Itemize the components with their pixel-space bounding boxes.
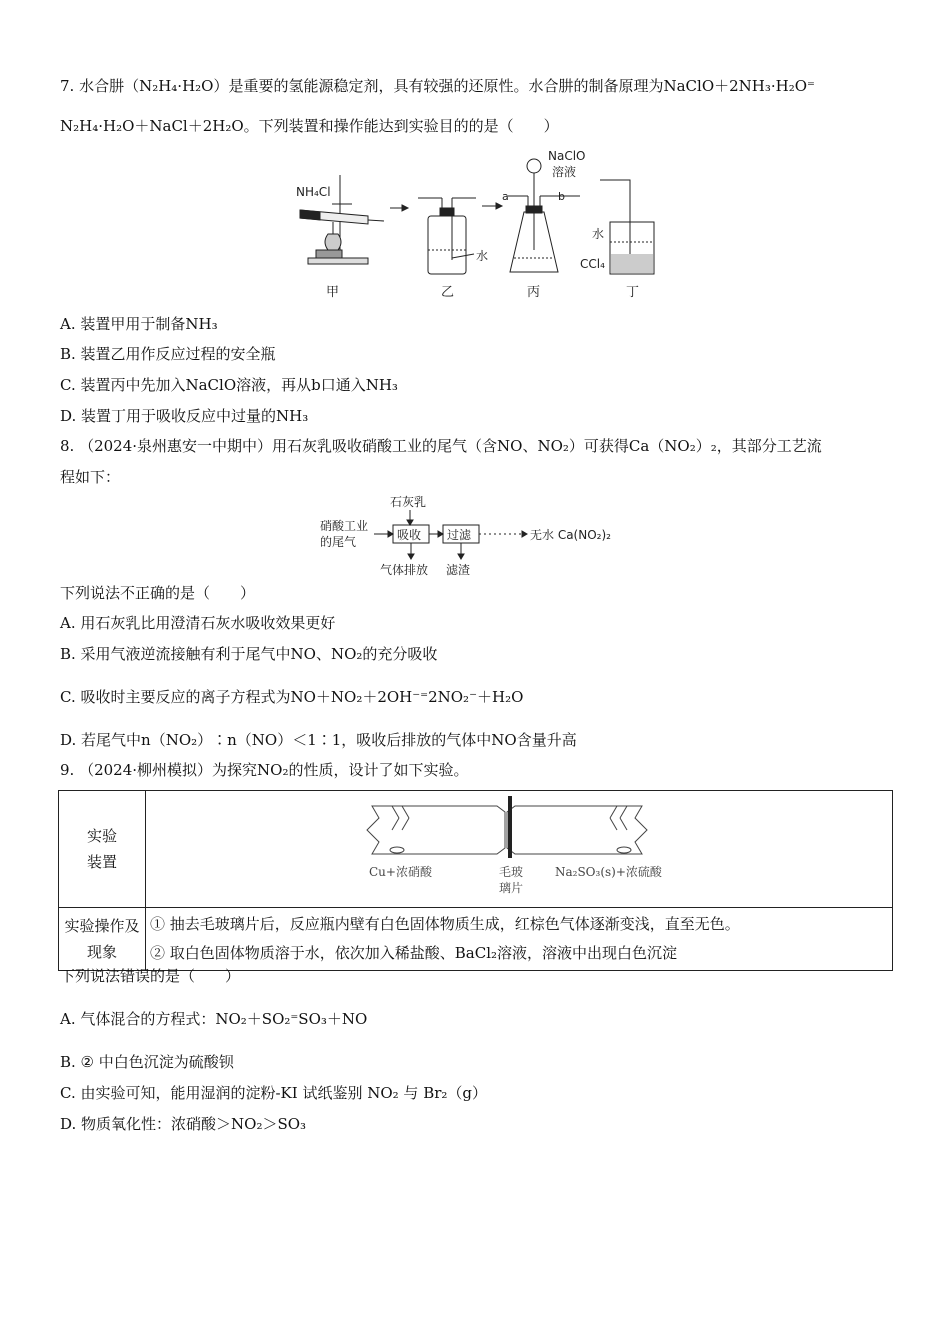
flow-absorb: 吸收 [397,528,422,542]
row-label-operations: 实验操作及 现象 [59,908,146,971]
flow-gas-out: 气体排放 [380,563,429,577]
caption-glass-2: 璃片 [499,881,524,895]
q7-option-c: C. 装置丙中先加入NaClO溶液，再从b口通入NH₃ [60,376,398,394]
apparatus-jia [296,175,384,264]
label-b: b [558,190,565,203]
label-water-yi: 水 [476,249,489,263]
flow-product: 无水 Ca(NO₂)₂ [530,528,611,542]
label-naclo: NaClO [548,150,586,163]
q7-option-a: A. 装置甲用于制备NH₃ [60,315,218,333]
q8-option-d: D. 若尾气中n（NO₂）∶n（NO）＜1∶1，吸收后排放的气体中NO含量升高 [60,731,577,749]
operation-2: ② 取白色固体物质溶于水，依次加入稀盐酸、BaCl₂溶液，溶液中出现白色沉淀 [150,944,678,962]
caption-bing: 丙 [527,285,541,300]
q8-option-c: C. 吸收时主要反应的离子方程式为NO＋NO₂＋2OH⁻⁼2NO₂⁻＋H₂O [60,688,524,706]
q7-stem-line1: 7. 水合肼（N₂H₄·H₂O）是重要的氢能源稳定剂，具有较强的还原性。水合肼的制备原理为NaClO＋2NH₃·H₂O⁼ [60,77,815,95]
label-nh4cl: NH₄Cl [296,185,331,199]
operations-cell [146,908,893,971]
apparatus-ding [580,180,654,274]
q9-question: 下列说法错误的是（ ） [60,967,241,985]
apparatus-bing [508,150,586,272]
label-ccl4: CCl₄ [580,257,605,271]
apparatus-cell [146,791,893,908]
operation-1: ① 抽去毛玻璃片后，反应瓶内壁有白色固体物质生成，红棕色气体逐渐变浅，直至无色。 [150,915,740,933]
label-a: a [502,190,509,203]
q8-option-b: B. 采用气液逆流接触有利于尾气中NO、NO₂的充分吸收 [60,645,438,663]
row-label-apparatus: 实验 装置 [59,791,146,908]
q9-option-a: A. 气体混合的方程式：NO₂＋SO₂⁼SO₃＋NO [60,1010,368,1028]
q9-experiment-table [58,790,893,971]
q8-stem-line2: 程如下： [60,468,121,486]
q8-stem-line1: 8. （2024·泉州惠安一中期中）用石灰乳吸收硝酸工业的尾气（含NO、NO₂）可获得Ca（NO₂）₂，其部分工艺流 [60,437,822,455]
q9-option-c: C. 由实验可知，能用湿润的淀粉-KI 试纸鉴别 NO₂ 与 Br₂（g） [60,1084,487,1102]
apparatus-yi [418,198,488,274]
caption-right-flask: Na₂SO₃(s)+浓硫酸 [555,865,662,879]
label-naclo-solution: 溶液 [552,165,577,179]
flow-input-2: 的尾气 [320,535,357,549]
q8-flow-figure [318,492,648,582]
flow-residue: 滤渣 [446,563,471,577]
q7-apparatus-figure [290,150,670,306]
caption-ding: 丁 [626,285,640,300]
q8-option-a: A. 用石灰乳比用澄清石灰水吸收效果更好 [60,614,336,632]
q9-option-d: D. 物质氧化性：浓硝酸＞NO₂＞SO₃ [60,1115,307,1133]
caption-glass-1: 毛玻 [499,865,524,879]
caption-jia: 甲 [326,285,340,300]
q9-option-b: B. ② 中白色沉淀为硫酸钡 [60,1053,234,1071]
q7-option-b: B. 装置乙用作反应过程的安全瓶 [60,345,276,363]
label-water-ding: 水 [592,227,605,241]
flow-filter: 过滤 [447,528,472,542]
flow-input-1: 硝酸工业 [320,519,369,533]
caption-yi: 乙 [441,285,455,300]
flow-lime: 石灰乳 [390,495,427,509]
q8-question: 下列说法不正确的是（ ） [60,584,256,602]
q9-stem: 9. （2024·柳州模拟）为探究NO₂的性质，设计了如下实验。 [60,761,469,779]
q7-stem-line2: N₂H₄·H₂O＋NaCl＋2H₂O。下列装置和操作能达到实验目的的是（ ） [60,117,559,135]
caption-left-flask: Cu+浓硝酸 [369,865,432,879]
q7-option-d: D. 装置丁用于吸收反应中过量的NH₃ [60,407,309,425]
